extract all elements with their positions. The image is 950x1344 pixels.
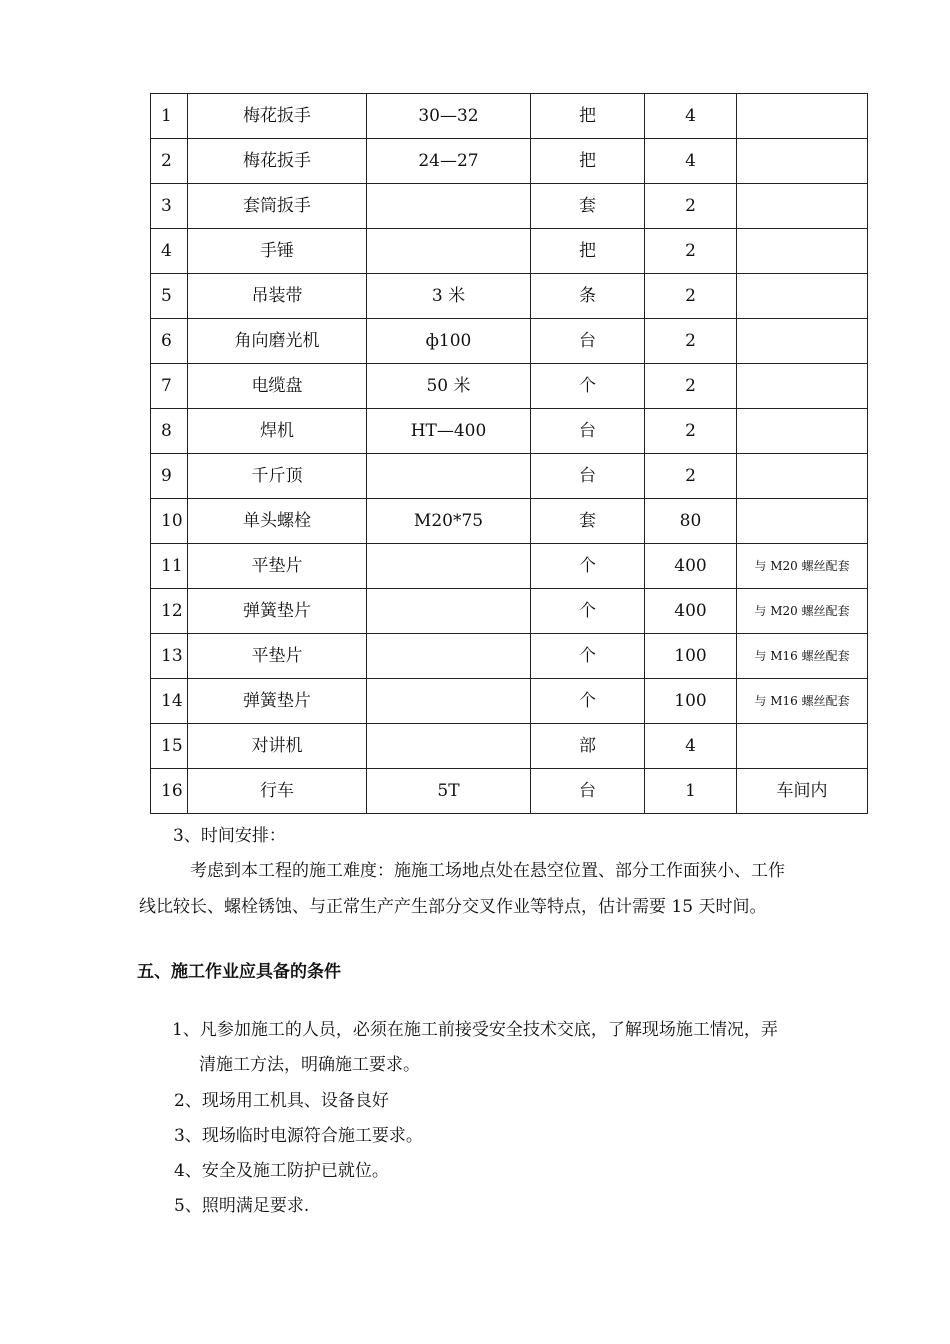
condition-item-5: 5、照明满足要求. — [174, 1196, 310, 1216]
condition-item-3: 3、现场临时电源符合施工要求。 — [174, 1126, 423, 1146]
tool-spec: 50 米 — [367, 364, 531, 409]
table-row — [151, 634, 868, 679]
tool-spec — [367, 724, 531, 769]
tool-unit: 把 — [531, 139, 645, 184]
tool-quantity: 4 — [645, 94, 737, 139]
tool-name: 平垫片 — [188, 634, 367, 679]
table-row — [151, 274, 868, 319]
table-row — [151, 229, 868, 274]
tool-quantity: 2 — [645, 274, 737, 319]
schedule-title: 3、时间安排： — [173, 826, 286, 846]
row-number: 8 — [151, 409, 188, 454]
tool-unit: 个 — [531, 544, 645, 589]
tool-unit: 台 — [531, 454, 645, 499]
row-number: 9 — [151, 454, 188, 499]
tool-name: 千斤顶 — [188, 454, 367, 499]
tool-spec — [367, 589, 531, 634]
tool-unit: 条 — [531, 274, 645, 319]
tool-quantity: 1 — [645, 769, 737, 814]
tool-unit: 台 — [531, 319, 645, 364]
section-5-heading: 五、施工作业应具备的条件 — [137, 962, 341, 982]
tool-quantity: 2 — [645, 184, 737, 229]
row-number: 7 — [151, 364, 188, 409]
tool-quantity: 400 — [645, 589, 737, 634]
tool-quantity: 100 — [645, 679, 737, 724]
tool-spec: 24—27 — [367, 139, 531, 184]
row-number: 1 — [151, 94, 188, 139]
row-number: 14 — [151, 679, 188, 724]
tool-unit: 个 — [531, 364, 645, 409]
schedule-text-line-1: 考虑到本工程的施工难度：施施工场地点处在悬空位置、部分工作面狭小、工作 — [190, 861, 785, 881]
tool-note — [737, 364, 868, 409]
tool-name: 焊机 — [188, 409, 367, 454]
table-row — [151, 679, 868, 724]
tool-spec — [367, 679, 531, 724]
row-number: 6 — [151, 319, 188, 364]
tool-spec: 30—32 — [367, 94, 531, 139]
row-number: 3 — [151, 184, 188, 229]
tool-note: 与 M16 螺丝配套 — [737, 634, 868, 679]
tool-name: 套筒扳手 — [188, 184, 367, 229]
tool-note — [737, 94, 868, 139]
tool-quantity: 4 — [645, 139, 737, 184]
tool-note: 与 M20 螺丝配套 — [737, 589, 868, 634]
tool-quantity: 400 — [645, 544, 737, 589]
tool-unit: 部 — [531, 724, 645, 769]
row-number: 11 — [151, 544, 188, 589]
tool-quantity: 2 — [645, 409, 737, 454]
tool-note — [737, 274, 868, 319]
tool-spec — [367, 184, 531, 229]
tool-note — [737, 454, 868, 499]
table-row — [151, 769, 868, 814]
condition-item-4: 4、安全及施工防护已就位。 — [174, 1161, 389, 1181]
tool-note: 与 M20 螺丝配套 — [737, 544, 868, 589]
tool-spec: ф100 — [367, 319, 531, 364]
tool-name: 单头螺栓 — [188, 499, 367, 544]
tool-quantity: 2 — [645, 454, 737, 499]
tool-name: 角向磨光机 — [188, 319, 367, 364]
tool-quantity: 2 — [645, 364, 737, 409]
table-row — [151, 409, 868, 454]
tool-quantity: 100 — [645, 634, 737, 679]
tool-unit: 个 — [531, 589, 645, 634]
table-row — [151, 364, 868, 409]
tool-unit: 台 — [531, 409, 645, 454]
tool-spec: HT—400 — [367, 409, 531, 454]
tool-note — [737, 499, 868, 544]
table-row — [151, 589, 868, 634]
row-number: 12 — [151, 589, 188, 634]
table-row — [151, 454, 868, 499]
table-row — [151, 139, 868, 184]
tool-note — [737, 139, 868, 184]
tool-unit: 个 — [531, 679, 645, 724]
tool-unit: 台 — [531, 769, 645, 814]
tool-quantity: 4 — [645, 724, 737, 769]
tool-unit: 套 — [531, 184, 645, 229]
tool-name: 对讲机 — [188, 724, 367, 769]
row-number: 2 — [151, 139, 188, 184]
tools-table — [150, 93, 868, 814]
row-number: 13 — [151, 634, 188, 679]
tool-quantity: 2 — [645, 229, 737, 274]
tool-name: 弹簧垫片 — [188, 589, 367, 634]
tool-spec: 5T — [367, 769, 531, 814]
table-row — [151, 544, 868, 589]
tool-unit: 套 — [531, 499, 645, 544]
tool-name: 电缆盘 — [188, 364, 367, 409]
tool-spec — [367, 544, 531, 589]
tools-table-body — [151, 94, 868, 814]
row-number: 15 — [151, 724, 188, 769]
tool-spec — [367, 634, 531, 679]
tool-unit: 个 — [531, 634, 645, 679]
tool-quantity: 80 — [645, 499, 737, 544]
tool-note — [737, 724, 868, 769]
schedule-text-line-2: 线比较长、螺栓锈蚀、与正常生产产生部分交叉作业等特点，估计需要 15 天时间。 — [139, 897, 767, 917]
row-number: 5 — [151, 274, 188, 319]
tool-spec: M20*75 — [367, 499, 531, 544]
table-row — [151, 319, 868, 364]
tool-name: 行车 — [188, 769, 367, 814]
tool-note: 车间内 — [737, 769, 868, 814]
condition-item-1-continued: 清施工方法，明确施工要求。 — [199, 1055, 420, 1075]
tool-spec: 3 米 — [367, 274, 531, 319]
tool-name: 梅花扳手 — [188, 139, 367, 184]
tool-quantity: 2 — [645, 319, 737, 364]
tool-note — [737, 184, 868, 229]
tool-name: 平垫片 — [188, 544, 367, 589]
tool-name: 吊装带 — [188, 274, 367, 319]
tool-name: 手锤 — [188, 229, 367, 274]
table-row — [151, 724, 868, 769]
tool-spec — [367, 229, 531, 274]
table-row — [151, 184, 868, 229]
tool-note — [737, 319, 868, 364]
tool-name: 梅花扳手 — [188, 94, 367, 139]
row-number: 16 — [151, 769, 188, 814]
row-number: 4 — [151, 229, 188, 274]
tool-note — [737, 409, 868, 454]
condition-item-2: 2、现场用工机具、设备良好 — [174, 1091, 389, 1111]
row-number: 10 — [151, 499, 188, 544]
tool-spec — [367, 454, 531, 499]
tool-note — [737, 229, 868, 274]
tool-note: 与 M16 螺丝配套 — [737, 679, 868, 724]
tool-unit: 把 — [531, 94, 645, 139]
condition-item-1: 1、凡参加施工的人员，必须在施工前接受安全技术交底，了解现场施工情况，弄 — [172, 1020, 778, 1040]
tool-unit: 把 — [531, 229, 645, 274]
table-row — [151, 94, 868, 139]
tool-name: 弹簧垫片 — [188, 679, 367, 724]
table-row — [151, 499, 868, 544]
